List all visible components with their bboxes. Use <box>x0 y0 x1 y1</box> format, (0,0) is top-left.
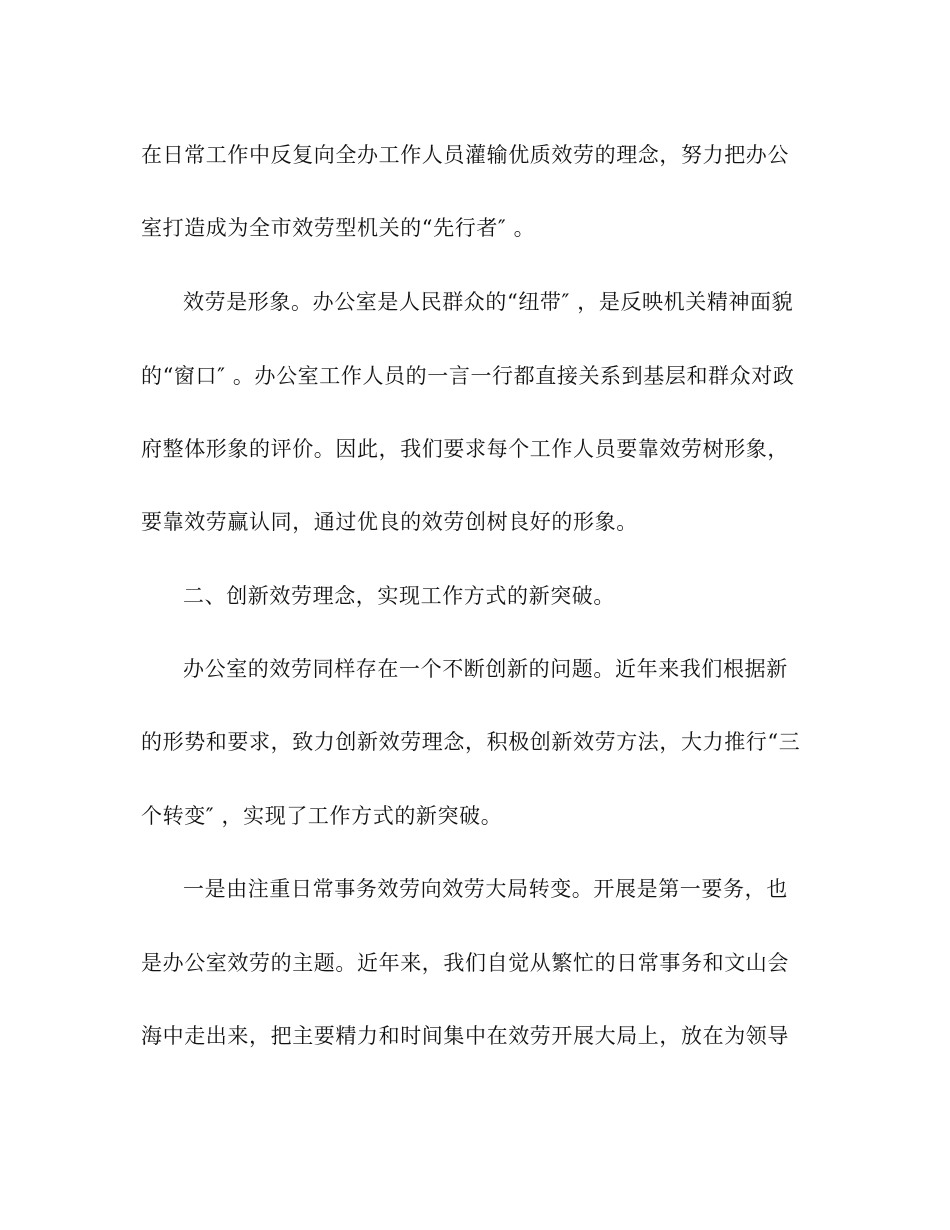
text-line: 的“窗口″ 。办公室工作人员的一言一行都直接关系到基层和群众对政 <box>141 364 795 388</box>
text-line: 在日常工作中反复向全办工作人员灌输优质效劳的理念，努力把办公 <box>141 143 789 167</box>
text-line: 的形势和要求，致力创新效劳理念，积极创新效劳方法，大力推行“三 <box>141 730 801 754</box>
text-line: 室打造成为全市效劳型机关的“先行者″ 。 <box>141 216 536 240</box>
text-line: 是办公室效劳的主题。近年来，我们自觉从繁忙的日常事务和文山会 <box>141 951 789 975</box>
paragraph-start-line: 办公室的效劳同样存在一个不断创新的问题。近年来我们根据新 <box>183 657 788 681</box>
section-heading: 二、创新效劳理念，实现工作方式的新突破。 <box>183 584 615 608</box>
text-line: 个转变″ ，实现了工作方式的新突破。 <box>141 804 503 828</box>
paragraph-start-line: 一是由注重日常事务效劳向效劳大局转变。开展是第一要务，也 <box>183 877 788 901</box>
text-line: 要靠效劳赢认同，通过优良的效劳创树良好的形象。 <box>141 510 638 534</box>
text-line: 府整体形象的评价。因此，我们要求每个工作人员要靠效劳树形象， <box>141 437 789 461</box>
paragraph-start-line: 效劳是形象。办公室是人民群众的“纽带″ ，是反映机关精神面貌 <box>183 290 794 314</box>
text-line: 海中走出来，把主要精力和时间集中在效劳开展大局上，放在为领导 <box>141 1024 789 1048</box>
